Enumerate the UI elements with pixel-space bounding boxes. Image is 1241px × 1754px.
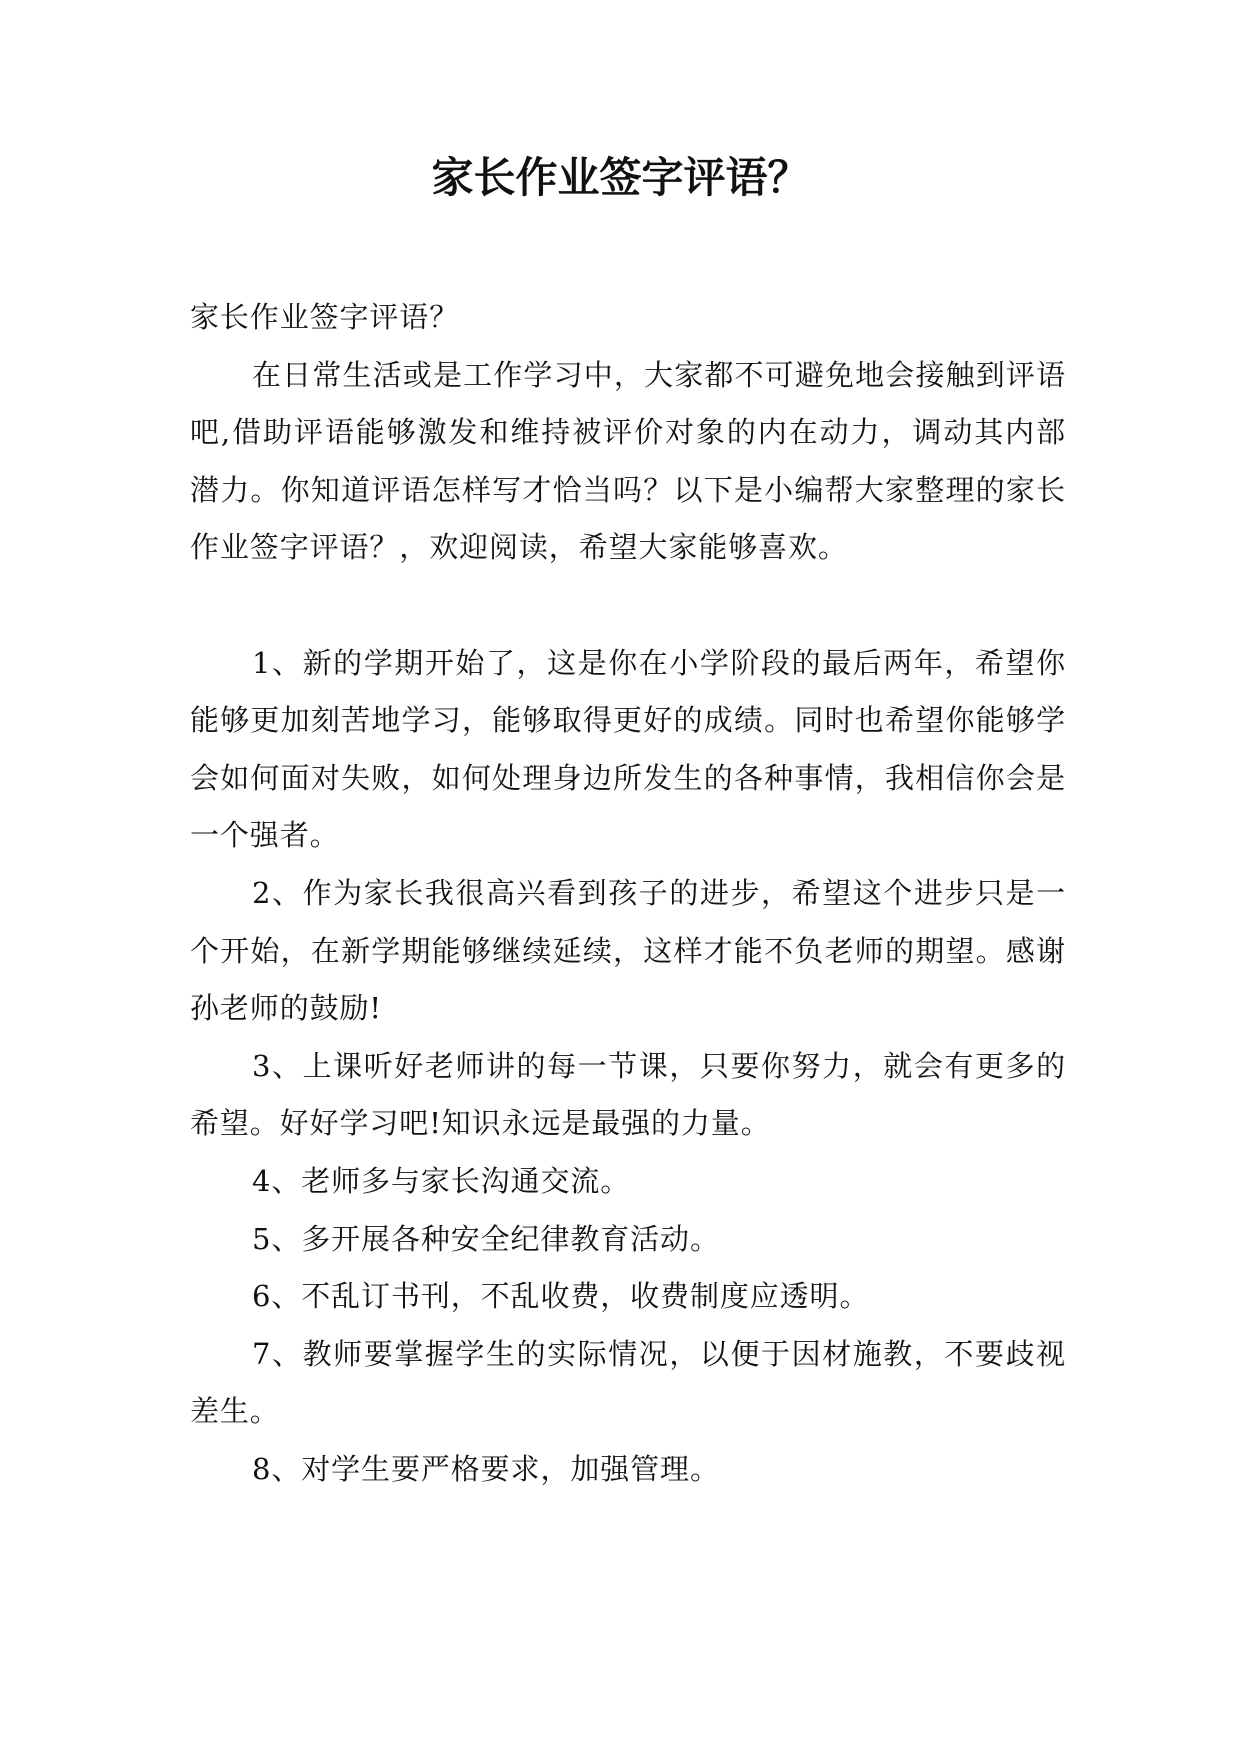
list-item: 8、对学生要严格要求，加强管理。 bbox=[252, 1451, 720, 1486]
list-item: 3、上课听好老师讲的每一节课，只要你努力，就会有更多的希望。好好学习吧!知识永远是最强的力量。 bbox=[190, 1048, 1066, 1141]
list-item: 4、老师多与家长沟通交流。 bbox=[252, 1163, 631, 1198]
list-item: 7、教师要掌握学生的实际情况，以便于因材施教，不要歧视差生。 bbox=[190, 1336, 1066, 1429]
list-item: 1、新的学期开始了，这是你在小学阶段的最后两年，希望你能够更加刻苦地学习，能够取得更好的成绩。同时也希望你能够学会如何面对失败，如何处理身边所发生的各种事情，我相信你会是一个强者。 bbox=[190, 645, 1066, 853]
document-body bbox=[190, 289, 1066, 1498]
document-title: 家长作业签字评语？ bbox=[431, 153, 810, 202]
list-item: 6、不乱订书刊，不乱收费，收费制度应透明。 bbox=[252, 1279, 870, 1314]
intro-paragraph: 在日常生活或是工作学习中，大家都不可避免地会接触到评语吧,借助评语能够激发和维持被评价对象的内在动力，调动其内部潜力。你知道评语怎样写才恰当吗？以下是小编帮大家整理的家长作业签字评语？，欢迎阅读，希望大家能够喜欢。 bbox=[190, 357, 1066, 565]
list-item: 5、多开展各种安全纪律教育活动。 bbox=[252, 1221, 720, 1256]
list-item: 2、作为家长我很高兴看到孩子的进步，希望这个进步只是一个开始，在新学期能够继续延续，这样才能不负老师的期望。感谢孙老师的鼓励! bbox=[190, 875, 1066, 1026]
paragraph-spacer bbox=[190, 577, 1066, 635]
document-subtitle: 家长作业签字评语？ bbox=[190, 300, 460, 334]
